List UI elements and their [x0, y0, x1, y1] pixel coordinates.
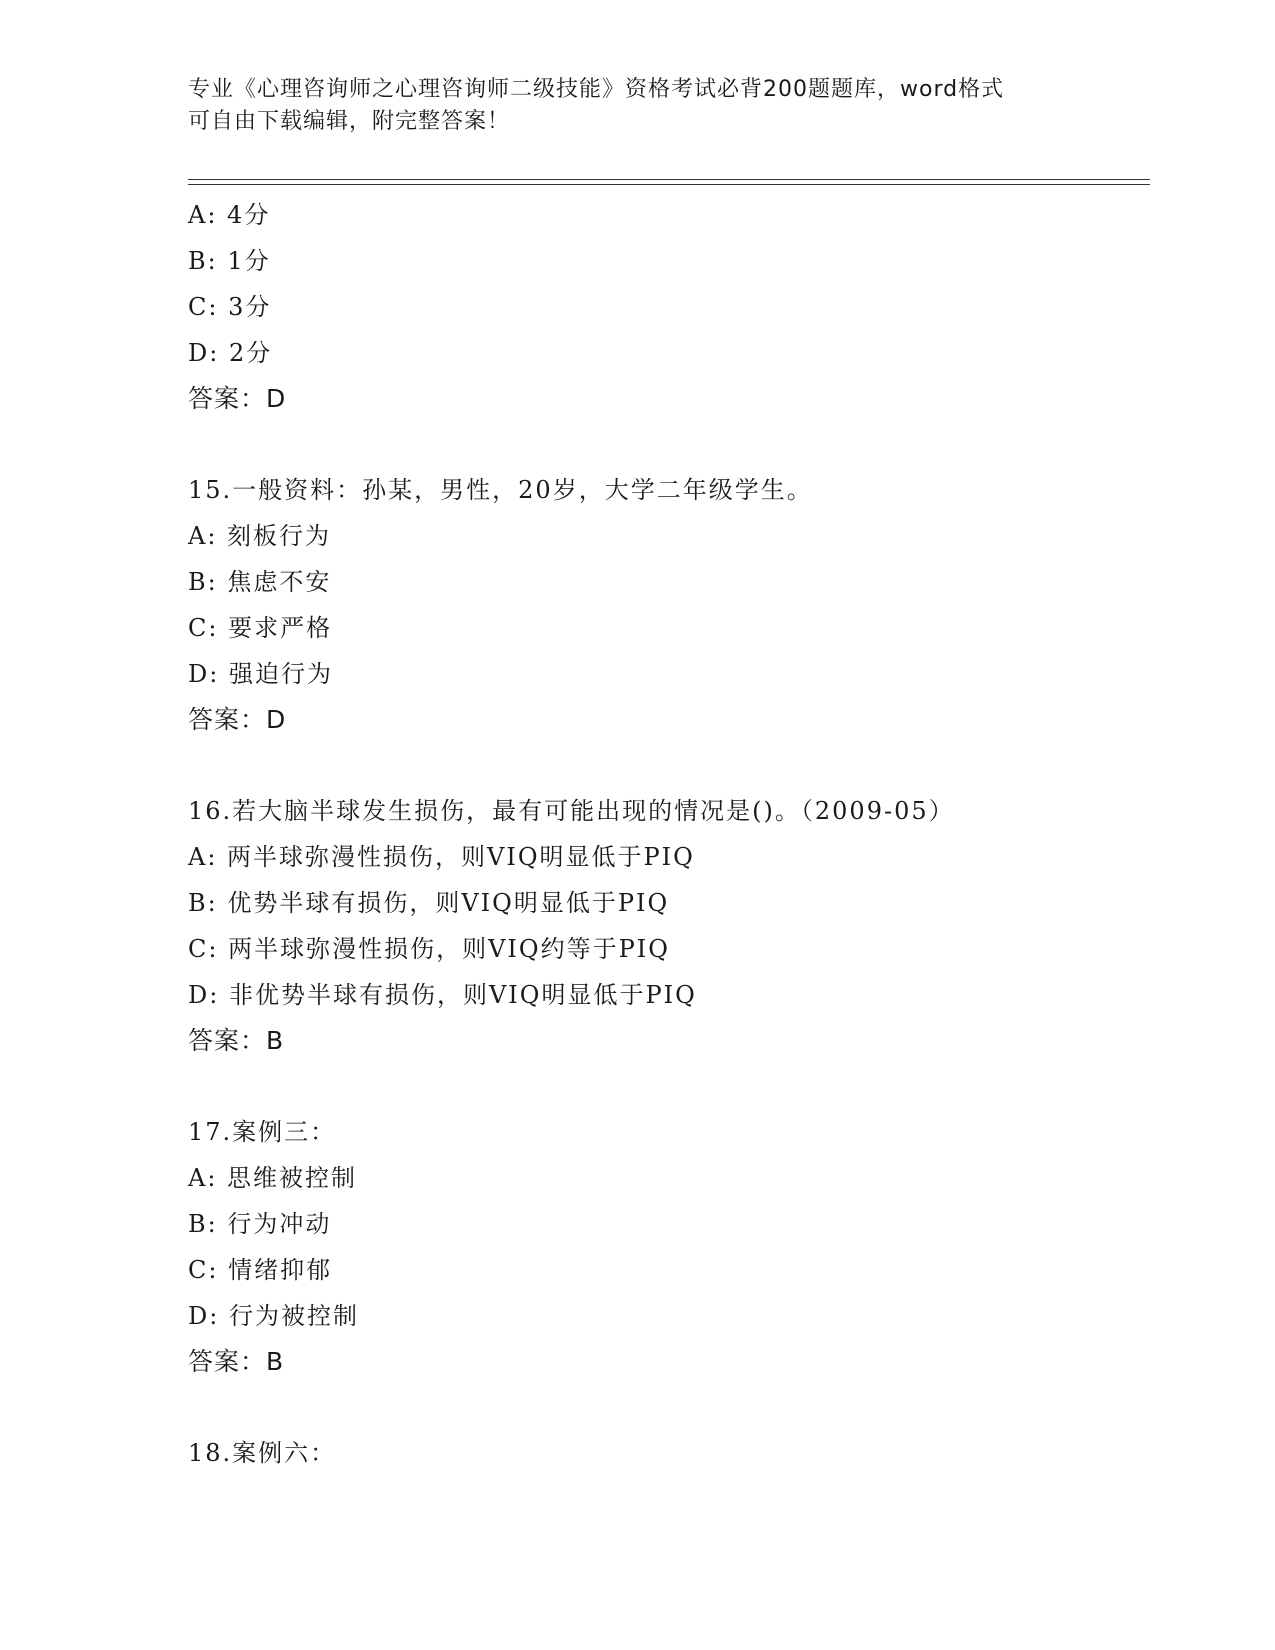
option-c: C: 情绪抑郁	[188, 1256, 333, 1284]
option-d: D: 2分	[188, 339, 273, 367]
answer: 答案：D	[188, 705, 287, 734]
answer: 答案：D	[188, 384, 287, 413]
option-b: B: 1分	[188, 247, 271, 275]
header-divider-top	[188, 179, 1150, 180]
option-a: A: 4分	[188, 201, 271, 229]
option-c: C: 要求严格	[188, 614, 333, 642]
option-c: C: 3分	[188, 293, 272, 321]
spacer	[188, 743, 1148, 788]
question-17	[188, 1109, 1148, 1385]
question-stem: 18.案例六：	[188, 1439, 337, 1467]
question-stem: 16.若大脑半球发生损伤，最有可能出现的情况是()。（2009-05）	[188, 797, 955, 825]
option-b: B: 行为冲动	[188, 1210, 332, 1238]
option-b: B: 优势半球有损伤，则VIQ明显低于PIQ	[188, 889, 670, 917]
question-list	[188, 192, 1148, 1476]
option-c: C: 两半球弥漫性损伤，则VIQ约等于PIQ	[188, 935, 670, 963]
option-a: A: 两半球弥漫性损伤，则VIQ明显低于PIQ	[188, 843, 695, 871]
header-line-2: 可自由下载编辑，附完整答案！	[188, 109, 511, 134]
header-divider-bottom	[188, 184, 1150, 185]
question-stem: 17.案例三：	[188, 1118, 337, 1146]
document-header	[188, 74, 1088, 138]
question-14	[188, 192, 1148, 422]
header-line-1: 专业《心理咨询师之心理咨询师二级技能》资格考试必背200题题库，word格式	[188, 77, 1005, 102]
option-a: A: 刻板行为	[188, 522, 332, 550]
option-d: D: 强迫行为	[188, 660, 333, 688]
question-18	[188, 1430, 1148, 1476]
question-stem: 15.一般资料：孙某，男性，20岁，大学二年级学生。	[188, 476, 813, 504]
spacer	[188, 422, 1148, 467]
question-16	[188, 788, 1148, 1064]
question-15	[188, 467, 1148, 743]
option-b: B: 焦虑不安	[188, 568, 332, 596]
spacer	[188, 1064, 1148, 1109]
option-d: D: 行为被控制	[188, 1302, 359, 1330]
answer: 答案：B	[188, 1347, 285, 1376]
answer: 答案：B	[188, 1026, 285, 1055]
option-d: D: 非优势半球有损伤，则VIQ明显低于PIQ	[188, 981, 697, 1009]
spacer	[188, 1385, 1148, 1430]
option-a: A: 思维被控制	[188, 1164, 358, 1192]
